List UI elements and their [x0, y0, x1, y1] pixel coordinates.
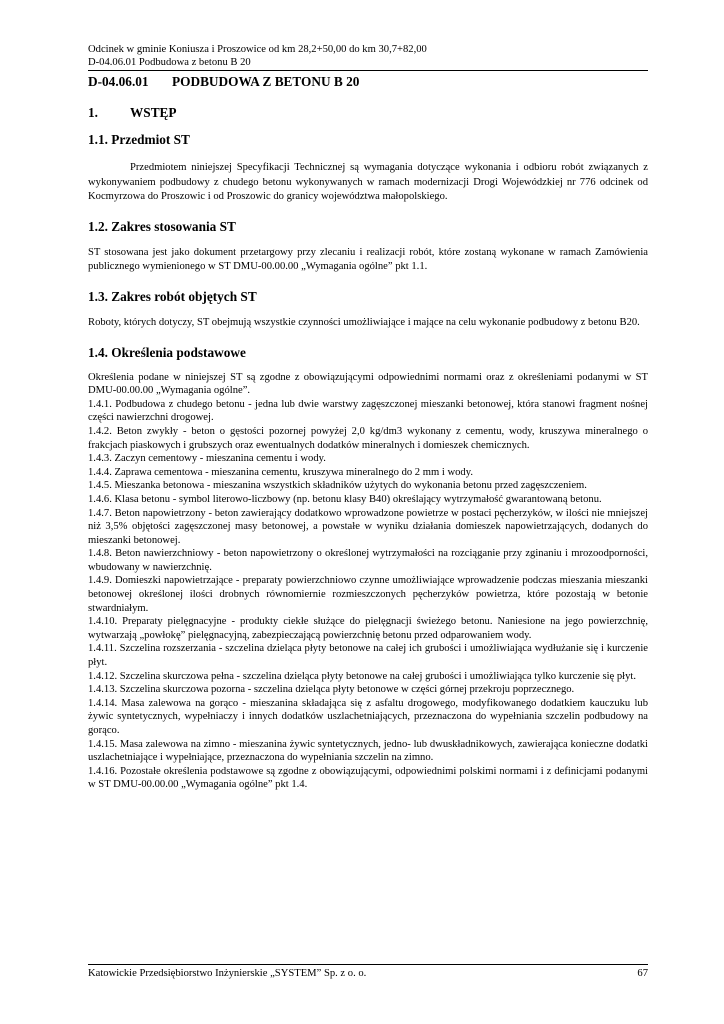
header-rule	[88, 70, 648, 71]
header-line-1: Odcinek w gminie Koniusza i Proszowice od km 28,2+50,00 do km 30,7+82,00	[88, 44, 427, 55]
definition-item: 1.4.5. Mieszanka betonowa - mieszanina wszystkich składników użytych do wykonania betonu przed zagęszczeniem.	[88, 480, 587, 492]
definition-item: 1.4.11. Szczelina rozszerzania - szczelina dzieląca płyty betonowe na całej ich grubości i umożliwiająca wydłużanie się i kurczenie płyt.	[88, 643, 648, 669]
section-heading-1	[88, 104, 648, 122]
definition-item: 1.4.10. Preparaty pielęgnacyjne - produkty ciekłe służące do pielęgnacji świeżego betonu. Naniesione na jego powierzchnię, wytwarzają „powłokę” pielęgnacyjną, zabezpieczającą powierzchnię betonu przed odparowaniem wody.	[88, 616, 648, 641]
definition-item: 1.4.14. Masa zalewowa na gorąco - mieszanina składająca się z asfaltu drogowego, modyfikowanego dodatkiem kauczuku lub żywic syntetycznych, wypełniaczy i innych dodatków uszlachetniających, przeznaczona do wypełniania szczelin podbudowy na gorąco.	[88, 697, 648, 736]
footer-rule	[88, 964, 648, 965]
document-page	[88, 0, 648, 1024]
definition-item: 1.4.2. Beton zwykły - beton o gęstości pozornej powyżej 2,0 kg/dm3 wykonany z cementu, wody, kruszywa mineralnego o frakcjach piaskowych i grubszych oraz ewentualnych dodatków mineralnych i domieszek chemicznych.	[88, 425, 648, 451]
paragraph-1-2: ST stosowana jest jako dokument przetargowy przy zlecaniu i realizacji robót, które zostaną wykonane w ramach Zamówienia publicznego wymienionego w ST DMU-00.00.00 „Wymagania ogólne” pkt 1.1.	[88, 246, 648, 273]
subsection-heading-1-4: 1.4. Określenia podstawowe	[88, 344, 246, 360]
header-line-2: D-04.06.01 Podbudowa z betonu B 20	[88, 57, 251, 68]
document-title	[88, 73, 359, 91]
document-code: D-04.06.01	[88, 74, 149, 89]
subsection-heading-1-1: 1.1. Przedmiot ST	[88, 132, 190, 147]
paragraph-1-4-intro: Określenia podane w niniejszej ST są zgodne z obowiązującymi odpowiednimi normami oraz z określeniami podanymi w ST DMU-00.00.00 „Wymagania ogólne”.	[88, 371, 648, 397]
definition-item: 1.4.4. Zaprawa cementowa - mieszanina cementu, kruszywa mineralnego do 2 mm i wody.	[88, 466, 473, 478]
section-title: WSTĘP	[130, 105, 177, 120]
definition-item: 1.4.15. Masa zalewowa na zimno - mieszanina żywic syntetycznych, jedno- lub dwuskładnikowych, zawierająca konieczne dodatki uszlachetniające i wypełniające, przeznaczona do wypełniania szczelin na zimno.	[88, 738, 648, 764]
definition-item: 1.4.13. Szczelina skurczowa pozorna - szczelina dzieląca płyty betonowe w części górnej przekroju poprzecznego.	[88, 684, 575, 696]
definition-item: 1.4.1. Podbudowa z chudego betonu - jedna lub dwie warstwy zagęszczonej mieszanki betonowej, która stanowi fragment nośnej części nawierzchni drogowej.	[88, 398, 648, 424]
subsection-heading-1-3: 1.3. Zakres robót objętych ST	[88, 288, 257, 304]
section-number: 1.	[88, 105, 98, 120]
definition-item: 1.4.6. Klasa betonu - symbol literowo-liczbowy (np. betonu klasy B40) określający wytrzymałość gwarantowaną betonu.	[88, 493, 602, 505]
definition-item: 1.4.3. Zaczyn cementowy - mieszanina cementu i wody.	[88, 453, 326, 465]
page-number: 67	[637, 968, 648, 979]
definitions-list	[88, 398, 648, 792]
document-body	[88, 104, 648, 792]
definition-item: 1.4.9. Domieszki napowietrzające - preparaty powierzchniowo czynne umożliwiające wprowadzenie podczas mieszania mieszanki betonowej określonej ilości drobnych równomiernie rozmieszczonych pęcherzyków powietrza, które pozostają w betonie stwardniałym.	[88, 575, 648, 614]
document-name: PODBUDOWA Z BETONU B 20	[172, 74, 360, 89]
paragraph-1-1: Przedmiotem niniejszej Specyfikacji Technicznej są wymagania dotyczące wykonania i odbioru robót związanych z wykonywaniem podbudowy z chudego betonu wykonywanych w ramach modernizacji Drogi Wojewódzkiej nr 776 odcinek od Kocmyrzowa do Proszowic i od Proszowic do granicy województwa małopolskiego.	[88, 162, 648, 203]
footer-company: Katowickie Przedsiębiorstwo Inżynierskie „SYSTEM” Sp. z o. o.	[88, 968, 367, 979]
subsection-heading-1-2: 1.2. Zakres stosowania ST	[88, 218, 236, 234]
running-footer	[88, 967, 648, 981]
definition-item: 1.4.8. Beton nawierzchniowy - beton napowietrzony o określonej wytrzymałości na rozciąganie przy zginaniu i mrozoodporności, wbudowany w nawierzchnię.	[88, 548, 648, 573]
definition-item: 1.4.7. Beton napowietrzony - beton zawierający dodatkowo wprowadzone powietrze w postaci pęcherzyków, w ilości nie mniejszej niż 3,5% objętości zagęszczonej masy betonowej, a powstałe w wyniku działania domieszek napowietrzających, dodanych do mieszanki betonowej.	[88, 507, 648, 546]
running-header	[88, 43, 648, 69]
paragraph-1-3: Roboty, których dotyczy, ST obejmują wszystkie czynności umożliwiające i mające na celu wykonanie podbudowy z betonu B20.	[88, 316, 640, 328]
definition-item: 1.4.12. Szczelina skurczowa pełna - szczelina dzieląca płyty betonowe na całej grubości i umożliwiająca tylko kurczenie się płyt.	[88, 670, 637, 682]
definition-item: 1.4.16. Pozostałe określenia podstawowe są zgodne z obowiązującymi, odpowiednimi polskimi normami i z definicjami podanymi w ST DMU-00.00.00 „Wymagania ogólne” pkt 1.4.	[88, 765, 648, 791]
